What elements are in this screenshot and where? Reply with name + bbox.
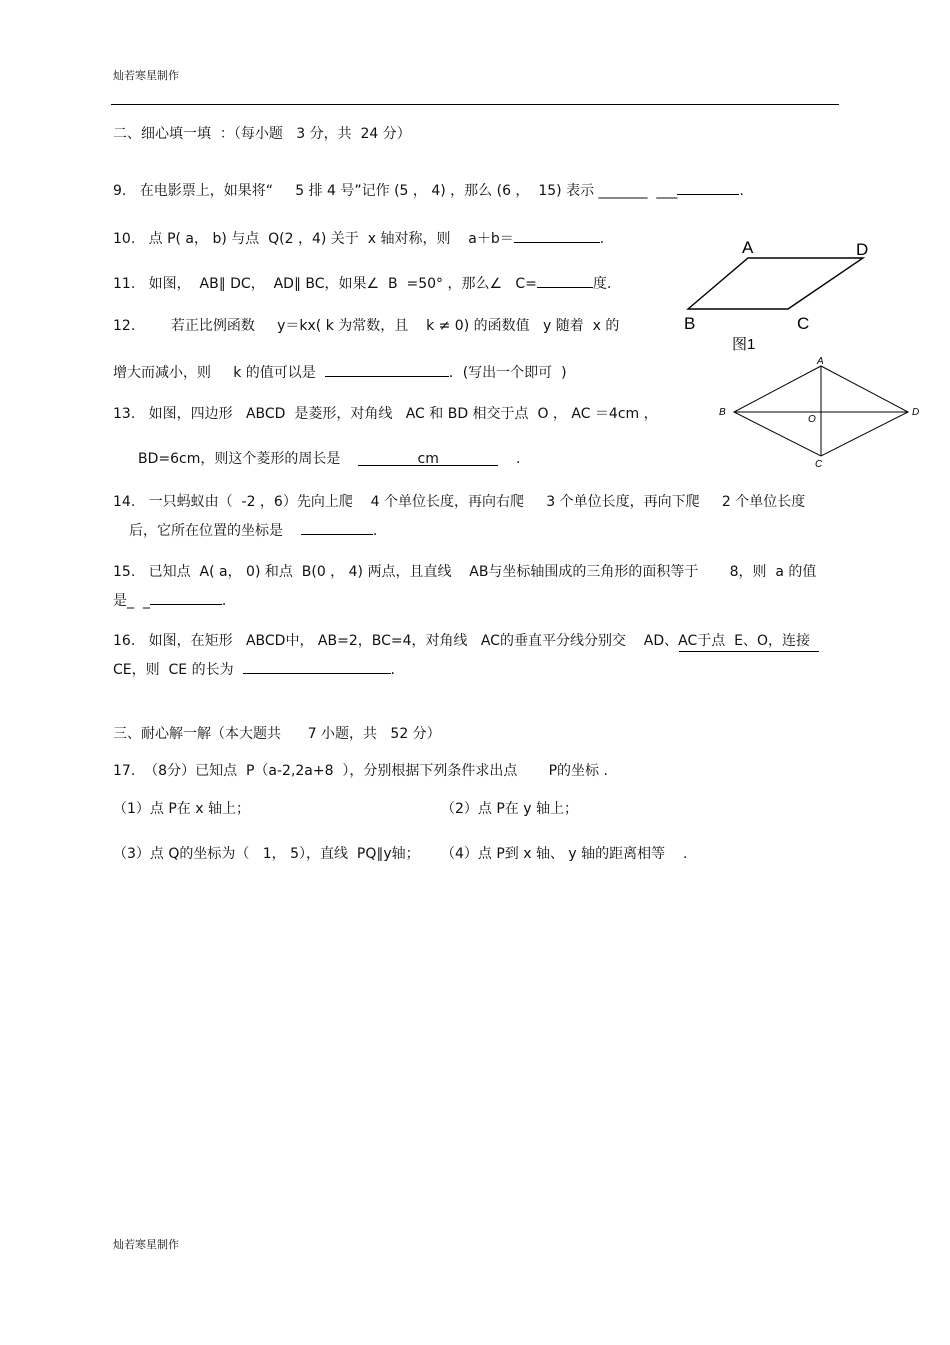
q17-condition-1: （1）点 P在 x 轴上； <box>113 801 250 817</box>
question-16-continued <box>113 658 395 679</box>
q17-condition-4: （4）点 P到 x 轴、 y 轴的距离相等 . <box>441 846 688 862</box>
figure-1-parallelogram <box>676 234 876 354</box>
fig1-caption: 图1 <box>732 336 756 353</box>
q15-answer-line <box>150 589 222 605</box>
q13-answer-line: cm <box>358 450 498 466</box>
q14-end: . <box>372 523 378 539</box>
q17-condition-3: （3）点 Q的坐标为（ 1， 5），直线 PQ∥y轴； <box>113 846 420 862</box>
page-header: 灿若寒星制作 <box>113 69 179 82</box>
q10-text: 10. 点 P( a， b) 与点 Q(2 ，4) 关于 x 轴对称，则 a＋b＝ <box>113 231 514 247</box>
question-14-continued <box>129 519 377 540</box>
q14-answer-line <box>301 519 373 535</box>
section3-title: 三、耐心解一解（本大题共 7 小题，共 52 分） <box>113 726 441 742</box>
q13-end: . <box>498 451 521 467</box>
question-13-continued <box>138 450 520 468</box>
page-footer: 灿若寒星制作 <box>113 1238 179 1251</box>
question-11 <box>113 272 611 293</box>
q15-end: . <box>221 593 227 609</box>
q15-blank: _ _ <box>127 593 150 609</box>
q11-end: 度. <box>592 276 612 292</box>
fig2-label-a: A <box>817 356 824 367</box>
fig2-label-d: D <box>912 407 920 418</box>
q10-end: . <box>599 231 605 247</box>
question-9 <box>113 179 744 200</box>
section2-title: 二、细心填一填 ：（每小题 3 分，共 24 分） <box>113 126 411 142</box>
q9-answer-line <box>677 179 739 195</box>
q12-text: 增大而减小，则 k 的值可以是 <box>113 365 325 381</box>
q9-text: 9. 在电影票上，如果将“ 5 排 4 号”记作 (5 ， 4) ，那么 (6 ， 15) 表示 <box>113 183 599 199</box>
q17-condition-2: （2）点 P在 y 轴上； <box>441 801 578 817</box>
question-17: 17. （8分）已知点 P（a-2,2a+8 ），分别根据下列条件求出点 P的坐标 . <box>113 763 608 779</box>
question-15-continued <box>113 589 226 610</box>
fig2-label-o: O <box>808 414 816 425</box>
fig1-label-a: A <box>742 238 754 257</box>
question-14: 14. 一只蚂蚁由（ -2 ，6）先向上爬 4 个单位长度，再向右爬 3 个单位长度，再向下爬 2 个单位长度 <box>113 494 806 510</box>
q9-blank: _______ ___ <box>598 183 678 199</box>
question-12-continued <box>113 361 567 382</box>
q16-underline <box>679 651 819 652</box>
fig1-label-c: C <box>797 314 810 333</box>
q11-answer-line <box>537 272 593 288</box>
parallelogram-shape <box>688 258 863 309</box>
q15-text: 是 <box>113 593 127 609</box>
q14-text: 后，它所在位置的坐标是 <box>129 523 301 539</box>
q12-answer-line <box>325 361 449 377</box>
question-16: 16. 如图，在矩形 ABCD中， AB=2，BC=4，对角线 AC的垂直平分线分别交 AD、AC于点 E、O，连接 <box>113 633 810 649</box>
fig1-label-b: B <box>684 314 696 333</box>
figure-2-rhombus <box>714 352 924 472</box>
fig2-label-b: B <box>719 407 726 418</box>
q9-end: . <box>739 183 744 199</box>
question-15: 15. 已知点 A( a， 0) 和点 B(0 ， 4) 两点，且直线 AB与坐标轴围成的三角形的面积等于 8，则 a 的值 <box>113 564 817 580</box>
question-13: 13. 如图，四边形 ABCD 是菱形，对角线 AC 和 BD 相交于点 O ， AC ＝4cm ， <box>113 406 658 422</box>
q12-end: ．(写出一个即可 ) <box>448 365 567 381</box>
q16-answer-line <box>243 658 391 674</box>
question-10 <box>113 227 604 248</box>
q16-end: . <box>390 662 395 678</box>
fig1-label-d: D <box>856 240 869 259</box>
q11-text: 11. 如图， AB∥ DC， AD∥ BC，如果∠ B =50° ，那么∠ C= <box>113 276 537 292</box>
q13-text: BD=6cm，则这个菱形的周长是 <box>138 451 359 467</box>
question-12: 12. 若正比例函数 y＝kx( k 为常数，且 k ≠ 0) 的函数值 y 随着 x 的 <box>113 318 620 334</box>
header-rule <box>111 104 839 105</box>
q10-answer-line <box>514 227 600 243</box>
fig2-label-c: C <box>815 459 823 470</box>
q16-text: CE，则 CE 的长为 <box>113 662 243 678</box>
